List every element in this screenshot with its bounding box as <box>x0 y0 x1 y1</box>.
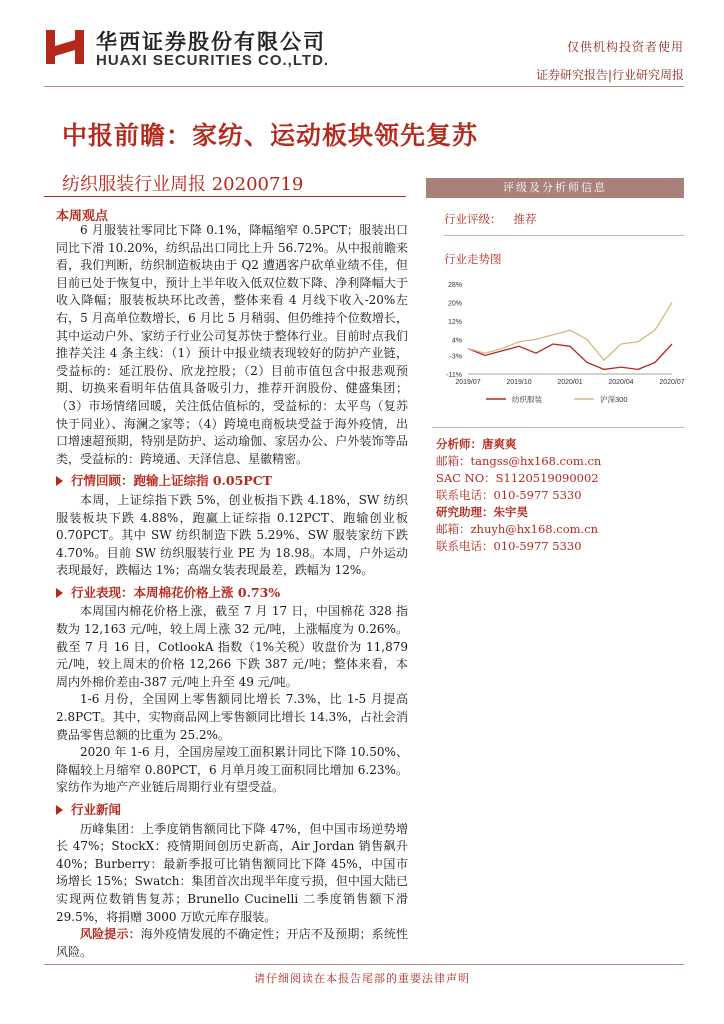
sidebar-header: 评级及分析师信息 <box>426 178 684 198</box>
triangle-bullet-icon <box>56 476 63 486</box>
y-tick-label: -3% <box>449 353 462 361</box>
industry-paragraph-housing: 2020 年 1-6 月，全国房屋竣工面积累计同比下降 10.50%、降幅较上月缩窄 0.80PCT，6 月单月竣工面积同比增加 6.23%。家纺作为地产产业链后周期行业有望受益。 <box>56 745 408 795</box>
triangle-bullet-icon <box>56 588 63 598</box>
industry-paragraph-cotton: 本周国内棉花价格上涨，截至 7 月 17 日，中国棉花 328 指数为 12,163 元/吨，较上周上涨 32 元/吨，上涨幅度为 0.26%。截至 7 月 16 日，CotlookA 指数（1%关税）收盘价为 11,879 元/吨，较上周末的价格 12,266 下跌 387 元/吨；整体来看，本周内外棉价差由-387 元/吨上升至 49 元/吨。 <box>56 604 408 689</box>
risk-paragraph <box>56 926 408 961</box>
x-tick-label: 2020/04 <box>608 379 634 386</box>
series-line-textile <box>468 344 672 369</box>
y-tick-label: 20% <box>447 300 462 308</box>
sidebar-divider <box>444 235 684 236</box>
report-body <box>56 222 408 961</box>
assistant-info <box>436 504 598 555</box>
summary-heading: 本周观点 <box>56 209 109 224</box>
report-type: 证券研究报告|行业研究周报 <box>535 68 684 82</box>
trend-chart <box>424 276 686 414</box>
rating-value: 推荐 <box>513 212 537 226</box>
analyst-phone: 联系电话：010-5977 5330 <box>436 488 582 502</box>
analyst-name: 分析师：唐爽爽 <box>436 437 517 451</box>
x-tick-label: 2019/07 <box>455 379 481 386</box>
risk-label: 风险提示： <box>80 927 141 942</box>
header-divider <box>44 86 684 87</box>
section-heading-text: 行情回顾：跑输上证综指 0.05PCT <box>71 473 272 489</box>
footer-divider <box>44 964 684 965</box>
trend-chart-title: 行业走势图 <box>444 252 502 266</box>
company-name-cn: 华西证券股份有限公司 <box>96 30 326 54</box>
section-heading-text: 行业表现：本周棉花价格上涨 0.73% <box>71 584 281 600</box>
assistant-name: 研究助理：朱宇昊 <box>436 505 528 519</box>
report-subtitle: 纺织服装行业周报 20200719 <box>62 174 304 195</box>
y-tick-label: -11% <box>446 372 462 379</box>
x-tick-label: 2020/01 <box>557 379 583 386</box>
subtitle-divider <box>44 196 406 197</box>
triangle-bullet-icon <box>56 805 63 815</box>
section-heading-market <box>56 472 408 490</box>
huaxi-logo <box>44 26 86 68</box>
y-tick-label: 12% <box>447 318 462 326</box>
section-heading-news <box>56 801 408 819</box>
section-heading-industry <box>56 584 408 602</box>
rating-label: 行业评级： <box>444 212 502 226</box>
industry-rating <box>444 211 537 227</box>
assistant-phone: 联系电话：010-5977 5330 <box>436 539 582 553</box>
market-paragraph: 本周，上证综指下跌 5%，创业板指下跌 4.18%，SW 纺织服装板块下跌 4.88%，跑赢上证综指 0.12PCT、跑输创业板 0.70PCT。其中 SW 纺织制造下跌 5.29%、SW 服装家纺下跌 4.70%。目前 SW 纺织服装行业 PE 为 18.98。本周，户外运动表现最好，跌幅达 1%；高端女装表现最差，跌幅为 12%。 <box>56 492 408 578</box>
x-tick-label: 2019/10 <box>506 379 532 386</box>
industry-paragraph-retail: 1-6 月份，全国网上零售额同比增长 7.3%，比 1-5 月提高 2.8PCT。其中，实物商品网上零售额同比增长 14.3%，占社会消费品零售总额的比重为 25.2%。 <box>56 692 408 742</box>
y-tick-label: 4% <box>451 337 462 345</box>
legend-label: 纺织服装 <box>512 395 542 404</box>
company-name-en: HUAXI SECURITIES CO.,LTD. <box>96 52 330 69</box>
legal-notice[interactable]: 请仔细阅读在本报告尾部的重要法律声明 <box>254 972 470 985</box>
trend-chart-svg <box>424 276 686 414</box>
assistant-email[interactable]: 邮箱：zhuyh@hx168.com.cn <box>436 522 599 536</box>
sidebar-divider <box>432 427 684 428</box>
y-tick-label: 28% <box>447 282 462 289</box>
analyst-email[interactable]: 邮箱：tangss@hx168.com.cn <box>436 454 602 468</box>
analyst-sac: SAC NO：S1120519090002 <box>436 471 599 485</box>
report-title: 中报前瞻：家纺、运动板块领先复苏 <box>62 121 479 150</box>
news-paragraph: 历峰集团：上季度销售额同比下降 47%，但中国市场逆势增长 47%；StockX：疫情期间创历史新高，Air Jordan 销售飙升 40%；Burberry：最新季报可比销售额同比下降 45%，中国市场增长 15%；Swatch：集团首次出现半年度亏损，但中国大陆已实现两位数销售复苏；Brunello Cucinelli 二季度销售额下滑 29.5%，将捐赠 3000 万欧元库存服装。 <box>56 821 408 924</box>
risk-text: 海外疫情发展的不确定性；开店不及预期；系统性风险。 <box>56 927 408 959</box>
section-heading-text: 行业新闻 <box>71 802 122 817</box>
legend-label: 沪深300 <box>600 395 628 404</box>
summary-paragraph: 6 月服装社零同比下降 0.1%，降幅缩窄 0.5PCT；服装出口同比下滑 10.20%，纺织品出口同比上升 56.72%。从中报前瞻来看，我们判断，纺织制造板块由于 Q2 遭遇客户砍单业绩不佳，但目前已处于恢复中，预计上半年收入低双位数下降、净利降幅大于收入降幅；服装板块环比改善，整体来看 4 月线下收入-20%左右，5 月高单位数增长，6 月比 5 月稍弱、但仍维持个位数增长，其中运动户外、家纺子行业公司复苏快于整体行业。目前时点我们推荐关注 4 条主线：（1）预计中报业绩表现较好的防护产业链，受益标的：延江股份、欣龙控股；（2）目前市值包含中报悲观预期、切换来看明年估值具备吸引力，推荐开润股份、健盛集团；（3）市场情绪回暖，关注低估值标的，受益标的：太平鸟（复苏快于同业）、海澜之家等；（4）跨境电商板块受益于海外疫情，出口增速超预期，特别是防护、运动瑜伽、家居办公、户外装饰等品类，受益标的：跨境通、天泽信息、星徽精密。 <box>56 223 408 466</box>
analyst-info <box>436 436 601 504</box>
audience-note: 仅供机构投资者使用 <box>566 40 684 54</box>
x-tick-label: 2020/07 <box>659 379 685 386</box>
